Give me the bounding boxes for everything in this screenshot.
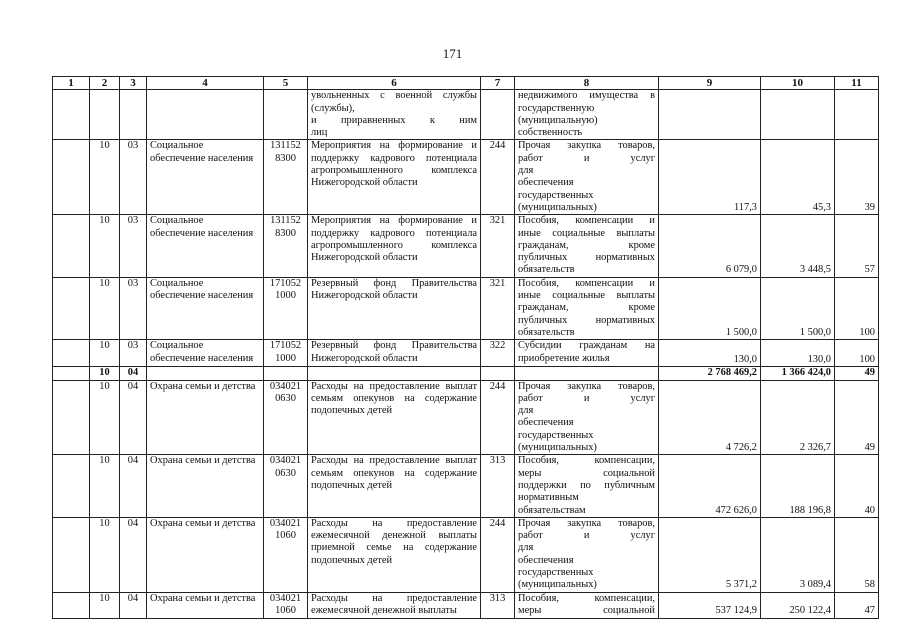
cell-percent: 57 bbox=[835, 215, 879, 277]
cell-article-name: Резервный фонд Правительства Нижегородской области bbox=[308, 340, 481, 367]
cell-percent bbox=[835, 90, 879, 140]
cell-percent: 100 bbox=[835, 340, 879, 367]
cell-percent: 47 bbox=[835, 592, 879, 618]
cell-section-name: Охрана семьи и детства bbox=[147, 592, 264, 618]
cell-executed: 3 089,4 bbox=[761, 517, 835, 592]
cell-section-name bbox=[147, 90, 264, 140]
cell-expense-type: 322 bbox=[481, 340, 515, 367]
cell-article-name: Расходы на предоставление ежемесячной денежной выплаты приемной семье на содержание подопечных детей bbox=[308, 517, 481, 592]
cell-subsection bbox=[120, 90, 147, 140]
cell-article-name: увольненных с военной службы (службы), и приравненных к ним лиц bbox=[308, 90, 481, 140]
cell-expense-name: Прочая закупка товаров, работ и услуг для обеспечения государственных (муниципальных) bbox=[515, 517, 659, 592]
cell-executed: 1 500,0 bbox=[761, 277, 835, 339]
cell-article-name: Мероприятия на формирование и поддержку кадрового потенциала агропромышленного комплекса Нижегородской области bbox=[308, 215, 481, 277]
cell-executed: 3 448,5 bbox=[761, 215, 835, 277]
cell-target-article: 171052 1000 bbox=[264, 277, 308, 339]
table-row bbox=[53, 340, 879, 367]
column-header: 9 bbox=[659, 77, 761, 90]
table-header-row bbox=[53, 77, 879, 90]
cell-section: 10 bbox=[90, 380, 120, 455]
cell-section-name: Социальное обеспечение населения bbox=[147, 340, 264, 367]
cell-line-no bbox=[53, 277, 90, 339]
column-header: 7 bbox=[481, 77, 515, 90]
cell-planned: 5 371,2 bbox=[659, 517, 761, 592]
table-row bbox=[53, 517, 879, 592]
cell-expense-name: недвижимого имущества в государственную (муниципальную) собственность bbox=[515, 90, 659, 140]
cell-percent: 39 bbox=[835, 140, 879, 215]
column-header: 8 bbox=[515, 77, 659, 90]
cell-subsection: 04 bbox=[120, 455, 147, 517]
cell-expense-type: 321 bbox=[481, 215, 515, 277]
cell-section-name: Охрана семьи и детства bbox=[147, 455, 264, 517]
cell-subsection: 04 bbox=[120, 592, 147, 618]
cell-expense-name: Прочая закупка товаров, работ и услуг для обеспечения государственных (муниципальных) bbox=[515, 140, 659, 215]
cell-section: 10 bbox=[90, 517, 120, 592]
column-header: 11 bbox=[835, 77, 879, 90]
cell-section-name: Охрана семьи и детства bbox=[147, 380, 264, 455]
cell-expense-type: 244 bbox=[481, 517, 515, 592]
cell-expense-name: Пособия, компенсации и иные социальные выплаты гражданам, кроме публичных нормативных обязательств bbox=[515, 215, 659, 277]
cell-expense-name: Прочая закупка товаров, работ и услуг для обеспечения государственных (муниципальных) bbox=[515, 380, 659, 455]
cell-expense-type bbox=[481, 90, 515, 140]
cell-planned: 472 626,0 bbox=[659, 455, 761, 517]
column-header: 4 bbox=[147, 77, 264, 90]
cell-line-no bbox=[53, 340, 90, 367]
cell-section: 10 bbox=[90, 140, 120, 215]
cell-executed: 250 122,4 bbox=[761, 592, 835, 618]
table-row bbox=[53, 455, 879, 517]
cell-section: 10 bbox=[90, 277, 120, 339]
cell-line-no bbox=[53, 90, 90, 140]
budget-table bbox=[52, 76, 879, 619]
cell-expense-name: Пособия, компенсации и иные социальные выплаты гражданам, кроме публичных нормативных обязательств bbox=[515, 277, 659, 339]
cell-section-name bbox=[147, 367, 264, 380]
cell-article-name: Мероприятия на формирование и поддержку кадрового потенциала агропромышленного комплекса Нижегородской области bbox=[308, 140, 481, 215]
cell-expense-name: Пособия, компенсации, меры социальной поддержки по публичным нормативным обязательствам bbox=[515, 455, 659, 517]
table-row bbox=[53, 367, 879, 380]
cell-target-article: 034021 1060 bbox=[264, 517, 308, 592]
cell-expense-type: 313 bbox=[481, 455, 515, 517]
cell-section-name: Социальное обеспечение населения bbox=[147, 215, 264, 277]
column-header: 3 bbox=[120, 77, 147, 90]
table-row bbox=[53, 592, 879, 618]
cell-planned: 2 768 469,2 bbox=[659, 367, 761, 380]
cell-section: 10 bbox=[90, 592, 120, 618]
table-row bbox=[53, 215, 879, 277]
cell-percent: 58 bbox=[835, 517, 879, 592]
page-number: 171 bbox=[442, 46, 463, 61]
cell-executed: 2 326,7 bbox=[761, 380, 835, 455]
cell-expense-type: 313 bbox=[481, 592, 515, 618]
cell-section bbox=[90, 90, 120, 140]
cell-line-no bbox=[53, 592, 90, 618]
cell-article-name: Расходы на предоставление выплат семьям опекунов на содержание подопечных детей bbox=[308, 380, 481, 455]
cell-article-name: Расходы на предоставление ежемесячной денежной выплаты bbox=[308, 592, 481, 618]
cell-line-no bbox=[53, 140, 90, 215]
column-header: 5 bbox=[264, 77, 308, 90]
cell-expense-type: 244 bbox=[481, 140, 515, 215]
table-row bbox=[53, 140, 879, 215]
cell-subsection: 03 bbox=[120, 277, 147, 339]
cell-section: 10 bbox=[90, 455, 120, 517]
cell-subsection: 04 bbox=[120, 517, 147, 592]
cell-subsection: 04 bbox=[120, 367, 147, 380]
cell-article-name: Резервный фонд Правительства Нижегородской области bbox=[308, 277, 481, 339]
cell-subsection: 04 bbox=[120, 380, 147, 455]
cell-subsection: 03 bbox=[120, 340, 147, 367]
cell-line-no bbox=[53, 517, 90, 592]
column-header: 10 bbox=[761, 77, 835, 90]
column-header: 6 bbox=[308, 77, 481, 90]
cell-line-no bbox=[53, 367, 90, 380]
cell-planned: 537 124,9 bbox=[659, 592, 761, 618]
cell-percent: 40 bbox=[835, 455, 879, 517]
cell-line-no bbox=[53, 455, 90, 517]
cell-target-article bbox=[264, 90, 308, 140]
cell-line-no bbox=[53, 215, 90, 277]
cell-subsection: 03 bbox=[120, 140, 147, 215]
column-header: 2 bbox=[90, 77, 120, 90]
cell-target-article: 034021 0630 bbox=[264, 380, 308, 455]
cell-section-name: Социальное обеспечение населения bbox=[147, 277, 264, 339]
cell-planned: 130,0 bbox=[659, 340, 761, 367]
cell-expense-name bbox=[515, 367, 659, 380]
cell-expense-type bbox=[481, 367, 515, 380]
cell-section: 10 bbox=[90, 340, 120, 367]
cell-expense-type: 321 bbox=[481, 277, 515, 339]
cell-expense-type: 244 bbox=[481, 380, 515, 455]
cell-planned bbox=[659, 90, 761, 140]
cell-planned: 117,3 bbox=[659, 140, 761, 215]
cell-planned: 1 500,0 bbox=[659, 277, 761, 339]
cell-executed: 130,0 bbox=[761, 340, 835, 367]
cell-target-article: 131152 8300 bbox=[264, 140, 308, 215]
cell-article-name bbox=[308, 367, 481, 380]
table-row bbox=[53, 277, 879, 339]
cell-percent: 100 bbox=[835, 277, 879, 339]
cell-executed: 1 366 424,0 bbox=[761, 367, 835, 380]
cell-section-name: Охрана семьи и детства bbox=[147, 517, 264, 592]
cell-executed bbox=[761, 90, 835, 140]
column-header: 1 bbox=[53, 77, 90, 90]
cell-expense-name: Субсидии гражданам на приобретение жилья bbox=[515, 340, 659, 367]
cell-target-article: 034021 0630 bbox=[264, 455, 308, 517]
cell-percent: 49 bbox=[835, 367, 879, 380]
cell-executed: 45,3 bbox=[761, 140, 835, 215]
cell-line-no bbox=[53, 380, 90, 455]
cell-planned: 4 726,2 bbox=[659, 380, 761, 455]
table-row bbox=[53, 90, 879, 140]
cell-section: 10 bbox=[90, 215, 120, 277]
cell-subsection: 03 bbox=[120, 215, 147, 277]
cell-article-name: Расходы на предоставление выплат семьям опекунов на содержание подопечных детей bbox=[308, 455, 481, 517]
cell-expense-name: Пособия, компенсации, меры социальной bbox=[515, 592, 659, 618]
table-row bbox=[53, 380, 879, 455]
cell-percent: 49 bbox=[835, 380, 879, 455]
cell-executed: 188 196,8 bbox=[761, 455, 835, 517]
cell-target-article: 171052 1000 bbox=[264, 340, 308, 367]
cell-target-article bbox=[264, 367, 308, 380]
cell-section: 10 bbox=[90, 367, 120, 380]
cell-target-article: 034021 1060 bbox=[264, 592, 308, 618]
cell-section-name: Социальное обеспечение населения bbox=[147, 140, 264, 215]
cell-planned: 6 079,0 bbox=[659, 215, 761, 277]
cell-target-article: 131152 8300 bbox=[264, 215, 308, 277]
